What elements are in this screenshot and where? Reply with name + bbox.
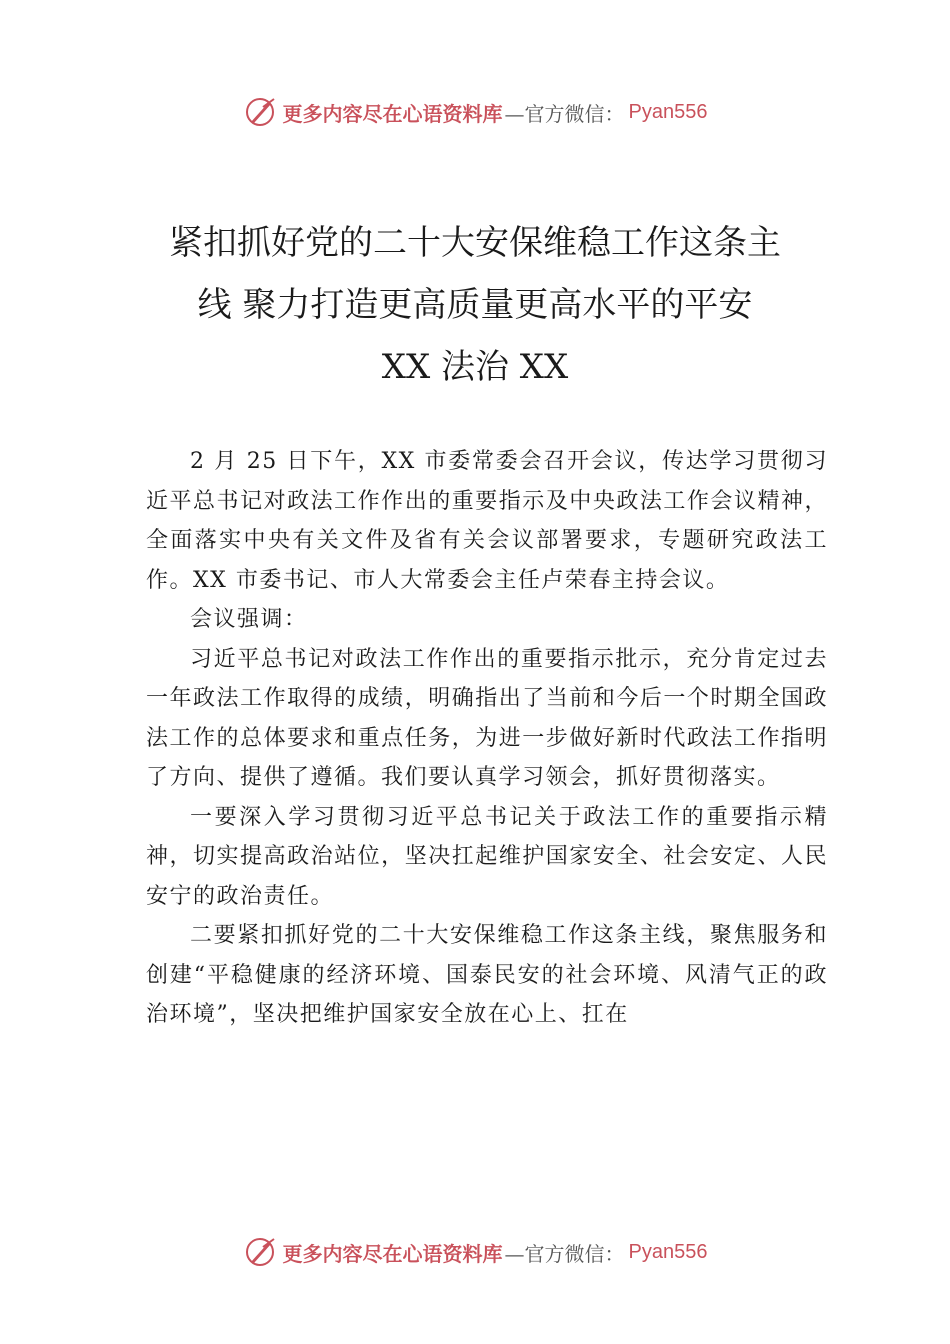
watermark-separator: —官方微信： — [504, 1241, 625, 1266]
quill-pen-logo-icon — [243, 1235, 277, 1269]
document-title — [120, 212, 830, 398]
document-body — [146, 442, 828, 1035]
watermark-wechat-id: Pyan556 — [628, 1240, 708, 1263]
paragraph-point-one: 一要深入学习贯彻习近平总书记关于政法工作的重要指示精神，切实提高政治站位，坚决扛起维护国家安全、社会安定、人民安宁的政治责任。 — [146, 804, 828, 909]
header-watermark — [0, 92, 950, 132]
title-line-3: XX 法治 XX — [381, 347, 569, 387]
quill-pen-logo-icon — [243, 95, 277, 129]
paragraph-emphasis-heading: 会议强调： — [190, 607, 308, 632]
paragraph-point-two: 二要紧扣抓好党的二十大安保维稳工作这条主线，聚焦服务和创建“平稳健康的经济环境、国泰民安的社会环境、风清气正的政治环境”，坚决把维护国家安全放在心上、扛在 — [146, 923, 828, 1027]
title-line-1: 紧扣抓好党的二十大安保维稳工作这条主 — [169, 223, 781, 263]
paragraph-instructions: 习近平总书记对政法工作作出的重要指示批示，充分肯定过去一年政法工作取得的成绩，明确指出了当前和今后一个时期全国政法工作的总体要求和重点任务，为进一步做好新时代政法工作指明了方向、提供了遵循。我们要认真学习领会，抓好贯彻落实。 — [146, 646, 828, 790]
watermark-site-text: 更多内容尽在心语资料库 — [282, 101, 503, 126]
watermark-separator: —官方微信： — [504, 101, 625, 126]
footer-watermark — [0, 1232, 950, 1272]
watermark-site-text: 更多内容尽在心语资料库 — [282, 1241, 503, 1266]
title-line-2: 线 聚力打造更高质量更高水平的平安 — [197, 285, 753, 325]
watermark-wechat-id: Pyan556 — [628, 100, 708, 123]
paragraph-intro: 2 月 25 日下午，XX 市委常委会召开会议，传达学习贯彻习近平总书记对政法工作作出的重要指示及中央政法工作会议精神，全面落实中央有关文件及省有关会议部署要求，专题研究政法工作。XX 市委书记、市人大常委会主任卢荣春主持会议。 — [146, 449, 828, 593]
